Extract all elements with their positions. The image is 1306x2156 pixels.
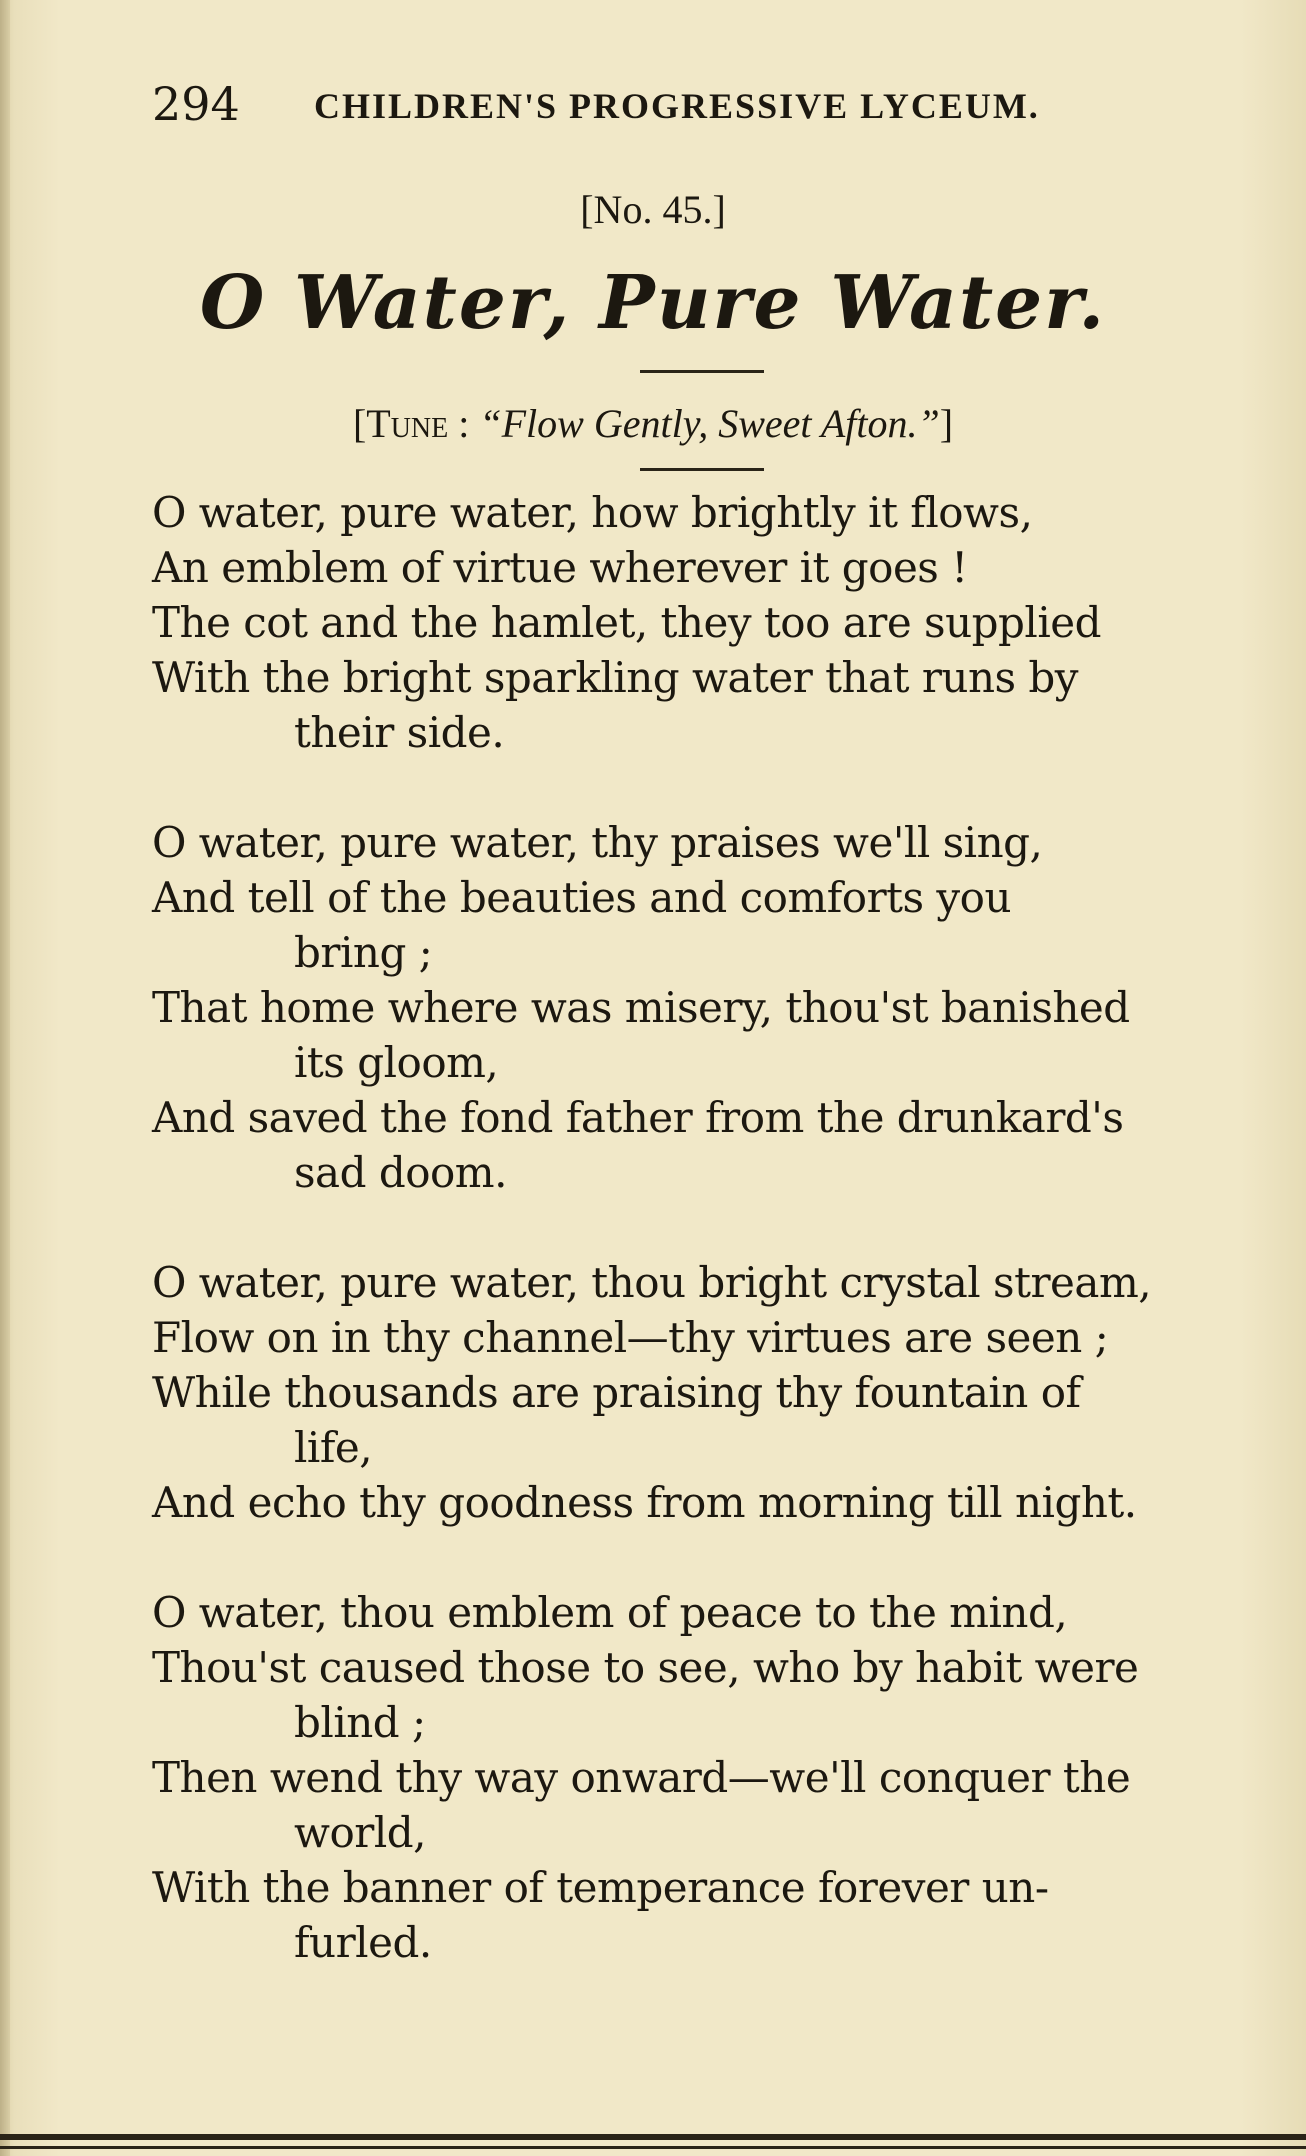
verse-line: The cot and the hamlet, they too are supplied xyxy=(152,598,1102,647)
stanza-3 xyxy=(152,1255,1252,1530)
verse-line-continuation: bring ; xyxy=(294,928,433,977)
verse-line: Thou'st caused those to see, who by habit were xyxy=(152,1643,1139,1692)
verse-line: With the banner of temperance forever un- xyxy=(152,1863,1049,1912)
bottom-rule-thin xyxy=(0,2146,1306,2149)
verse-line: Flow on in thy channel—thy virtues are seen ; xyxy=(152,1313,1109,1362)
tune-line xyxy=(0,396,1306,452)
verse-line: O water, pure water, how brightly it flows, xyxy=(152,488,1033,537)
tune-divider xyxy=(640,468,764,471)
verse-line: And tell of the beauties and comforts you xyxy=(152,873,1011,922)
verse-line: With the bright sparkling water that runs by xyxy=(152,653,1079,702)
page-number: 294 xyxy=(152,77,240,131)
tune-suffix: ] xyxy=(939,401,954,446)
verse-line-continuation: their side. xyxy=(294,708,505,757)
running-head: CHILDREN'S PROGRESSIVE LYCEUM. xyxy=(314,86,1040,126)
hymn-number: [No. 45.] xyxy=(580,187,726,232)
verse-line: And saved the fond father from the drunkard's xyxy=(152,1093,1124,1142)
hymn-verses xyxy=(152,485,1252,2025)
verse-line-continuation: sad doom. xyxy=(294,1148,507,1197)
verse-line: An emblem of virtue wherever it goes ! xyxy=(152,543,968,592)
verse-line-continuation: life, xyxy=(294,1423,373,1472)
verse-line: O water, pure water, thy praises we'll sing, xyxy=(152,818,1043,867)
title-divider xyxy=(640,370,764,373)
stanza-1 xyxy=(152,485,1252,760)
verse-line: O water, thou emblem of peace to the mind, xyxy=(152,1588,1068,1637)
verse-line: While thousands are praising thy fountain of xyxy=(152,1368,1081,1417)
bottom-rule xyxy=(0,2134,1306,2140)
verse-line: That home where was misery, thou'st banished xyxy=(152,983,1130,1032)
page-header xyxy=(152,76,1152,132)
verse-line-continuation: its gloom, xyxy=(294,1038,499,1087)
verse-line: Then wend thy way onward—we'll conquer the xyxy=(152,1753,1131,1802)
tune-prefix: [Tune : xyxy=(352,401,470,446)
verse-line-continuation: furled. xyxy=(294,1918,432,1967)
verse-line-continuation: world, xyxy=(294,1808,426,1857)
tune-song: “Flow Gently, Sweet Afton.” xyxy=(479,401,940,446)
stanza-4 xyxy=(152,1585,1252,1970)
verse-line: O water, pure water, thou bright crystal stream, xyxy=(152,1258,1152,1307)
hymn-title: O Water, Pure Water. xyxy=(199,260,1107,346)
stanza-2 xyxy=(152,815,1252,1200)
verse-line: And echo thy goodness from morning till night. xyxy=(152,1478,1137,1527)
verse-line-continuation: blind ; xyxy=(294,1698,426,1747)
